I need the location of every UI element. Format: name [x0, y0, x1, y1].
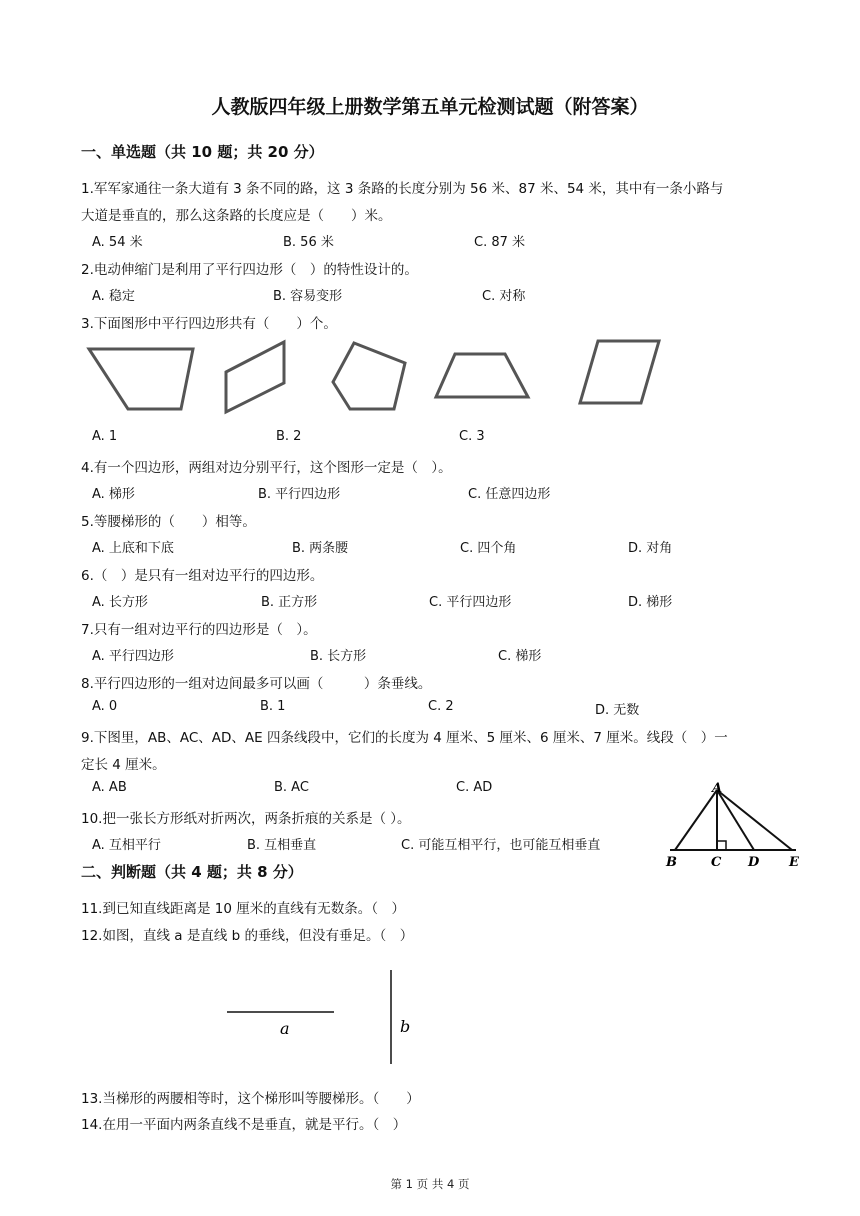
label-b: B	[666, 855, 677, 870]
label-d: D	[748, 855, 760, 870]
question-8: 8.平行四边形的一组对边间最多可以画（ ）条垂线。	[81, 676, 432, 692]
q6-option-a[interactable]: A. 长方形	[92, 595, 148, 610]
question-9-line-2: 定长 4 厘米。	[81, 757, 166, 773]
q8-option-b[interactable]: B. 1	[260, 699, 286, 714]
question-14: 14.在用一平面内两条直线不是垂直，就是平行。（ ）	[81, 1117, 407, 1133]
q9-option-b[interactable]: B. AC	[274, 780, 309, 795]
question-13: 13.当梯形的两腰相等时，这个梯形叫等腰梯形。（ ）	[81, 1091, 420, 1107]
q5-option-d[interactable]: D. 对角	[628, 541, 673, 556]
label-line-a: a	[280, 1019, 290, 1038]
page-footer: 第 1 页 共 4 页	[390, 1177, 470, 1191]
question-12: 12.如图，直线 a 是直线 b 的垂线，但没有垂足。（ ）	[81, 928, 414, 944]
question-11: 11.到已知直线距离是 10 厘米的直线有无数条。（ ）	[81, 901, 405, 917]
q6-option-b[interactable]: B. 正方形	[261, 595, 318, 610]
label-e: E	[789, 855, 799, 870]
q8-option-c[interactable]: C. 2	[428, 699, 454, 714]
question-6: 6.（ ）是只有一组对边平行的四边形。	[81, 568, 324, 584]
q5-option-b[interactable]: B. 两条腰	[292, 541, 349, 556]
section-heading-true-false: 二、判断题（共 4 题；共 8 分）	[81, 863, 303, 881]
question-10: 10.把一张长方形纸对折两次，两条折痕的关系是（ ）。	[81, 811, 411, 827]
question-2: 2.电动伸缩门是利用了平行四边形（ ）的特性设计的。	[81, 262, 418, 278]
page-title: 人教版四年级上册数学第五单元检测试题（附答案）	[211, 96, 649, 118]
q4-option-c[interactable]: C. 任意四边形	[468, 487, 551, 502]
q8-option-a[interactable]: A. 0	[92, 699, 118, 714]
q7-option-b[interactable]: B. 长方形	[310, 649, 367, 664]
q6-option-c[interactable]: C. 平行四边形	[429, 595, 512, 610]
q2-option-c[interactable]: C. 对称	[482, 289, 526, 304]
q9-option-a[interactable]: A. AB	[92, 780, 127, 795]
question-5: 5.等腰梯形的（ ）相等。	[81, 514, 256, 530]
question-1-line-1: 1.军军家通往一条大道有 3 条不同的路，这 3 条路的长度分别为 56 米、87 米、54 米，其中有一条小路与	[81, 181, 724, 197]
label-line-b: b	[400, 1017, 411, 1036]
q7-option-a[interactable]: A. 平行四边形	[92, 649, 174, 664]
q2-option-a[interactable]: A. 稳定	[92, 289, 135, 304]
label-c: C	[711, 855, 722, 870]
section-heading-single-choice: 一、单选题（共 10 题；共 20 分）	[81, 143, 324, 161]
q5-option-a[interactable]: A. 上底和下底	[92, 541, 174, 556]
q8-option-d[interactable]: D. 无数	[595, 703, 640, 718]
q10-option-c[interactable]: C. 可能互相平行，也可能互相垂直	[401, 838, 601, 853]
q3-option-c[interactable]: C. 3	[459, 429, 485, 444]
label-a: A	[712, 781, 723, 796]
q9-option-c[interactable]: C. AD	[456, 780, 493, 795]
q6-option-d[interactable]: D. 梯形	[628, 595, 673, 610]
question-3: 3.下面图形中平行四边形共有（ ）个。	[81, 316, 337, 332]
q10-option-b[interactable]: B. 互相垂直	[247, 838, 317, 853]
q1-option-a[interactable]: A. 54 米	[92, 235, 143, 250]
question-1-line-2: 大道是垂直的，那么这条路的长度应是（ ）米。	[81, 208, 392, 224]
question-7: 7.只有一组对边平行的四边形是（ ）。	[81, 622, 317, 638]
q10-option-a[interactable]: A. 互相平行	[92, 838, 161, 853]
q2-option-b[interactable]: B. 容易变形	[273, 289, 343, 304]
question-4: 4.有一个四边形，两组对边分别平行，这个图形一定是（ ）。	[81, 460, 452, 476]
q7-option-c[interactable]: C. 梯形	[498, 649, 542, 664]
q3-option-a[interactable]: A. 1	[92, 429, 118, 444]
q5-option-c[interactable]: C. 四个角	[460, 541, 517, 556]
q4-option-b[interactable]: B. 平行四边形	[258, 487, 341, 502]
q1-option-c[interactable]: C. 87 米	[474, 235, 526, 250]
q4-option-a[interactable]: A. 梯形	[92, 487, 135, 502]
q1-option-b[interactable]: B. 56 米	[283, 235, 334, 250]
q3-option-b[interactable]: B. 2	[276, 429, 302, 444]
question-9-line-1: 9.下图里，AB、AC、AD、AE 四条线段中，它们的长度为 4 厘米、5 厘米、6 厘米、7 厘米。线段（ ）一	[81, 730, 728, 746]
